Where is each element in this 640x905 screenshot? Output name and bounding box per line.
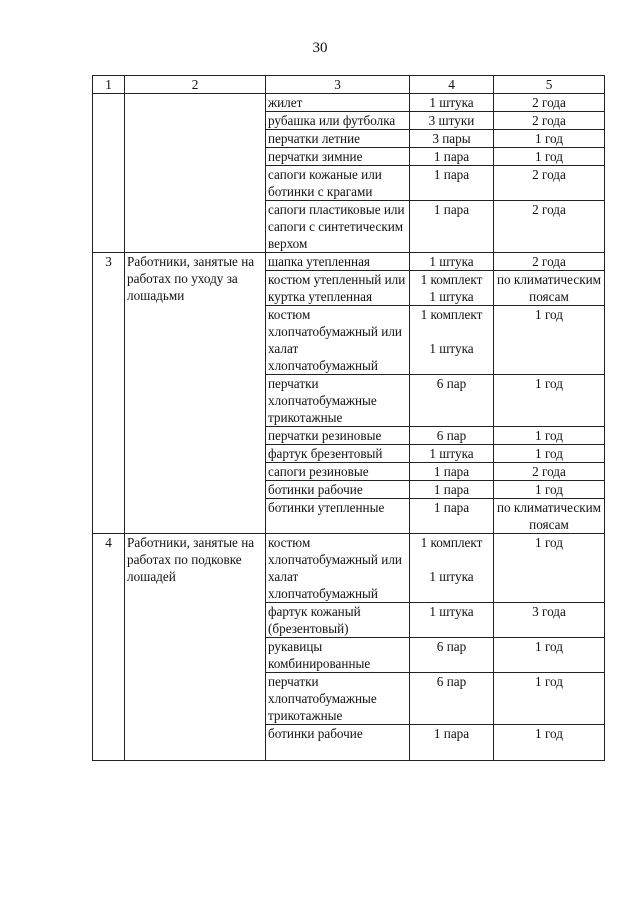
- header-row: [93, 76, 605, 94]
- item-name: перчатки хлопчатобумажные трикотажные: [266, 673, 410, 725]
- item-term: 2 года: [494, 166, 605, 201]
- item-term: 1 год: [494, 306, 605, 375]
- item-quantity: 3 пары: [410, 130, 494, 148]
- item-term: по климатическим поясам: [494, 271, 605, 306]
- quantity-option: 1 комплект: [420, 272, 483, 287]
- item-name: ботинки утепленные: [266, 499, 410, 534]
- worker-category: [125, 94, 266, 253]
- item-name: жилет: [266, 94, 410, 112]
- item-quantity: 1 штука: [410, 94, 494, 112]
- item-name: рубашка или футболка: [266, 112, 410, 130]
- worker-category: Работники, занятые на работах по подковке лошадей: [125, 534, 266, 761]
- item-term: по климатическим поясам: [494, 499, 605, 534]
- item-term: 2 года: [494, 253, 605, 271]
- item-term: 1 год: [494, 427, 605, 445]
- item-term: 2 года: [494, 201, 605, 253]
- item-name: ботинки рабочие: [266, 481, 410, 499]
- item-quantity: [410, 534, 494, 603]
- item-name: сапоги пластиковые или сапоги с синтетическим верхом: [266, 201, 410, 253]
- item-quantity: 1 штука: [410, 445, 494, 463]
- item-quantity: [410, 306, 494, 375]
- item-quantity: 1 штука: [410, 603, 494, 638]
- norms-table: [92, 75, 605, 761]
- table-row: [93, 94, 605, 112]
- worker-category: Работники, занятые на работах по уходу за лошадьми: [125, 253, 266, 534]
- quantity-option: 1 штука: [429, 289, 474, 304]
- item-term: 1 год: [494, 638, 605, 673]
- row-number: 4: [93, 534, 125, 761]
- item-quantity: 1 пара: [410, 481, 494, 499]
- header-col-1: 1: [93, 76, 125, 94]
- item-term: 1 год: [494, 673, 605, 725]
- table-row: [93, 253, 605, 271]
- item-quantity: 1 пара: [410, 725, 494, 761]
- item-quantity: 3 штуки: [410, 112, 494, 130]
- header-col-4: 4: [410, 76, 494, 94]
- item-quantity: 1 пара: [410, 148, 494, 166]
- item-quantity: [410, 271, 494, 306]
- item-term: 3 года: [494, 603, 605, 638]
- item-quantity: 6 пар: [410, 375, 494, 427]
- item-term: 1 год: [494, 445, 605, 463]
- item-term: 1 год: [494, 725, 605, 761]
- item-term: 1 год: [494, 375, 605, 427]
- row-number: [93, 94, 125, 253]
- item-name: перчатки летние: [266, 130, 410, 148]
- item-quantity: 6 пар: [410, 673, 494, 725]
- item-quantity: 1 пара: [410, 166, 494, 201]
- item-term: 1 год: [494, 534, 605, 603]
- item-term: 2 года: [494, 94, 605, 112]
- item-name: костюм утепленный или куртка утепленная: [266, 271, 410, 306]
- item-name: фартук брезентовый: [266, 445, 410, 463]
- quantity-option: 1 штука: [429, 341, 474, 356]
- header-col-2: 2: [125, 76, 266, 94]
- item-quantity: 1 пара: [410, 463, 494, 481]
- header-col-3: 3: [266, 76, 410, 94]
- quantity-option: 1 комплект: [420, 307, 483, 322]
- item-term: 2 года: [494, 463, 605, 481]
- item-name: фартук кожаный (брезентовый): [266, 603, 410, 638]
- item-term: 1 год: [494, 130, 605, 148]
- item-name: перчатки хлопчатобумажные трикотажные: [266, 375, 410, 427]
- item-name: сапоги резиновые: [266, 463, 410, 481]
- item-quantity: 1 штука: [410, 253, 494, 271]
- item-name: перчатки резиновые: [266, 427, 410, 445]
- item-name: ботинки рабочие: [266, 725, 410, 761]
- item-name: рукавицы комбинированные: [266, 638, 410, 673]
- item-quantity: 1 пара: [410, 499, 494, 534]
- item-term: 1 год: [494, 148, 605, 166]
- page-number: 30: [312, 40, 328, 56]
- item-name: костюм хлопчатобумажный или халат хлопчатобумажный: [266, 306, 410, 375]
- quantity-option: 1 комплект: [420, 535, 483, 550]
- item-quantity: 6 пар: [410, 638, 494, 673]
- item-quantity: 1 пара: [410, 201, 494, 253]
- item-term: 2 года: [494, 112, 605, 130]
- item-name: перчатки зимние: [266, 148, 410, 166]
- quantity-option: 1 штука: [429, 569, 474, 584]
- item-name: сапоги кожаные или ботинки с крагами: [266, 166, 410, 201]
- item-name: шапка утепленная: [266, 253, 410, 271]
- item-term: 1 год: [494, 481, 605, 499]
- header-col-5: 5: [494, 76, 605, 94]
- item-quantity: 6 пар: [410, 427, 494, 445]
- table-row: [93, 534, 605, 603]
- item-name: костюм хлопчатобумажный или халат хлопчатобумажный: [266, 534, 410, 603]
- row-number: 3: [93, 253, 125, 534]
